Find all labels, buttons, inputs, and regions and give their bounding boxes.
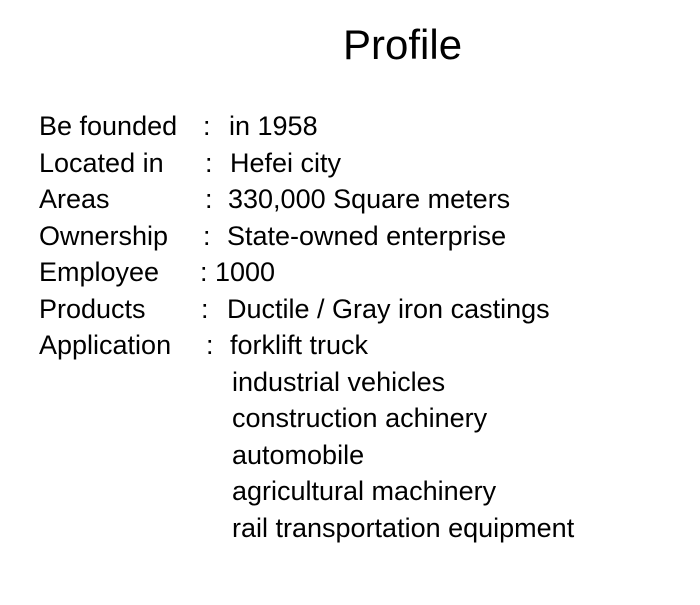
areas-separator: : bbox=[205, 184, 213, 214]
ownership-separator: : bbox=[203, 220, 211, 251]
employee-value: 1000 bbox=[215, 257, 276, 287]
products-value: Ductile / Gray iron castings bbox=[227, 293, 550, 324]
located-label: Located in bbox=[39, 147, 164, 178]
products-separator: : bbox=[201, 293, 209, 324]
located-value: Hefei city bbox=[230, 147, 342, 178]
areas-label: Areas bbox=[39, 184, 110, 214]
employee-separator: : bbox=[200, 257, 208, 287]
ownership-value: State-owned enterprise bbox=[227, 220, 507, 251]
page-title-text: Profile bbox=[343, 21, 463, 68]
application-label: Application bbox=[39, 330, 172, 360]
application-item: rail transportation equipment bbox=[232, 512, 575, 543]
application-separator: : bbox=[206, 330, 214, 360]
employee-label: Employee bbox=[39, 257, 160, 287]
areas-value: 330,000 Square meters bbox=[228, 184, 511, 214]
application-item: forklift truck bbox=[230, 330, 369, 360]
founded-separator: : bbox=[203, 111, 211, 141]
ownership-label: Ownership bbox=[39, 220, 169, 251]
application-item: construction achinery bbox=[232, 403, 488, 433]
founded-value: in 1958 bbox=[229, 111, 318, 141]
products-label: Products bbox=[39, 293, 146, 324]
application-item: agricultural machinery bbox=[232, 476, 497, 506]
founded-label: Be founded bbox=[39, 111, 178, 141]
application-item: automobile bbox=[232, 439, 365, 470]
located-separator: : bbox=[205, 147, 213, 178]
application-item: industrial vehicles bbox=[232, 366, 446, 397]
